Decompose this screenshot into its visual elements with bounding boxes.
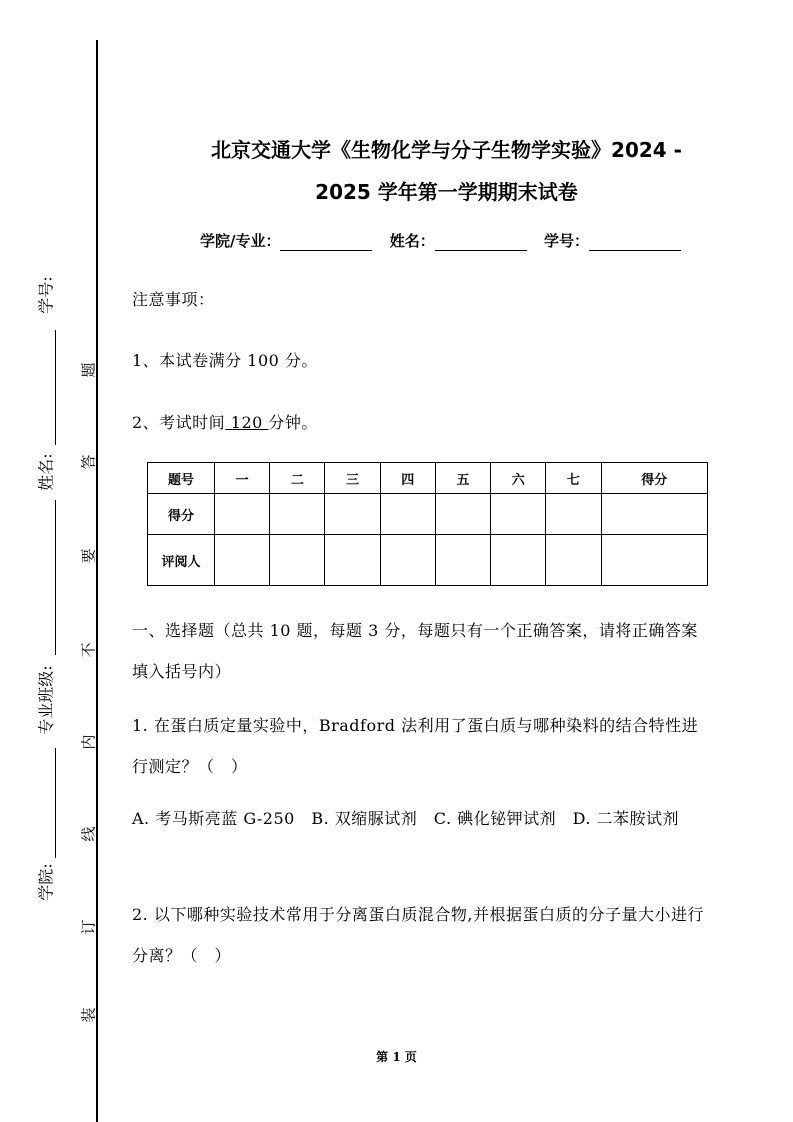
table-row [148,535,708,586]
score-cell[interactable] [491,494,546,535]
table-header: 题号 [148,463,215,494]
score-cell[interactable] [601,494,707,535]
margin-label-name: 姓名: [36,453,56,491]
table-header: 三 [325,463,380,494]
table-header: 四 [380,463,435,494]
seal-char: 不 [79,642,98,658]
table-header: 五 [435,463,490,494]
seal-char: 装 [79,1007,98,1023]
score-cell[interactable] [435,494,490,535]
grader-cell[interactable] [270,535,325,586]
row-label: 得分 [148,494,215,535]
score-cell[interactable] [380,494,435,535]
table-header: 六 [491,463,546,494]
score-cell[interactable] [546,494,601,535]
grader-cell[interactable] [491,535,546,586]
score-cell[interactable] [325,494,380,535]
name-field[interactable] [435,234,527,251]
name-label: 姓名： [389,232,435,250]
grader-cell[interactable] [435,535,490,586]
grader-cell[interactable] [215,535,270,586]
name-blank [55,500,56,655]
grader-cell[interactable] [380,535,435,586]
note-2-post: 分钟。 [268,413,318,432]
college-label: 学院/专业： [200,232,281,250]
question-1-options: A. 考马斯亮蓝 G-250 B. 双缩脲试剂 C. 碘化铋钾试剂 D. 二苯胺试剂 [132,809,680,828]
seal-char: 要 [79,548,98,564]
exam-title-line1: 北京交通大学《生物化学与分子生物学实验》2024 - [211,138,682,162]
note-2-pre: 2、考试时间 [132,413,226,432]
table-row [148,494,708,535]
margin-label-major: 专业班级: [36,665,56,735]
student-id-blank [55,330,56,445]
note-1: 1、本试卷满分 100 分。 [132,351,318,370]
major-blank [55,748,56,858]
table-header: 得分 [601,463,707,494]
seal-char: 线 [79,826,98,842]
margin-label-college: 学院: [36,863,56,901]
margin-label-student-id: 学号: [36,276,56,314]
exam-duration: 120 [225,413,269,432]
table-header: 一 [215,463,270,494]
id-label: 学号： [543,232,589,250]
score-table [147,462,708,586]
score-cell[interactable] [215,494,270,535]
row-label: 评阅人 [148,535,215,586]
seal-char: 答 [79,454,98,470]
college-field[interactable] [280,234,372,251]
seal-char: 题 [79,362,98,378]
seal-char: 订 [79,919,98,935]
id-field[interactable] [589,234,681,251]
score-cell[interactable] [270,494,325,535]
grader-cell[interactable] [546,535,601,586]
note-2 [132,410,712,433]
table-header-row [148,463,708,494]
section-1-heading: 一、选择题（总共 10 题，每题 3 分，每题只有一个正确答案，请将正确答案填入括号内） [132,621,698,681]
table-header: 七 [546,463,601,494]
notes-heading: 注意事项： [132,290,215,309]
page-number: 第 1 页 [376,1050,417,1064]
student-info-row [100,230,793,251]
grader-cell[interactable] [601,535,707,586]
binding-line [96,40,98,1122]
grader-cell[interactable] [325,535,380,586]
seal-char: 内 [79,734,98,750]
exam-title-line2: 2025 学年第一学期期末试卷 [315,180,578,204]
table-header: 二 [270,463,325,494]
question-2: 2. 以下哪种实验技术常用于分离蛋白质混合物,并根据蛋白质的分子量大小进行分离？（ ） [132,905,704,965]
question-1: 1. 在蛋白质定量实验中，Bradford 法利用了蛋白质与哪种染料的结合特性进行测定？（ ） [132,716,699,776]
